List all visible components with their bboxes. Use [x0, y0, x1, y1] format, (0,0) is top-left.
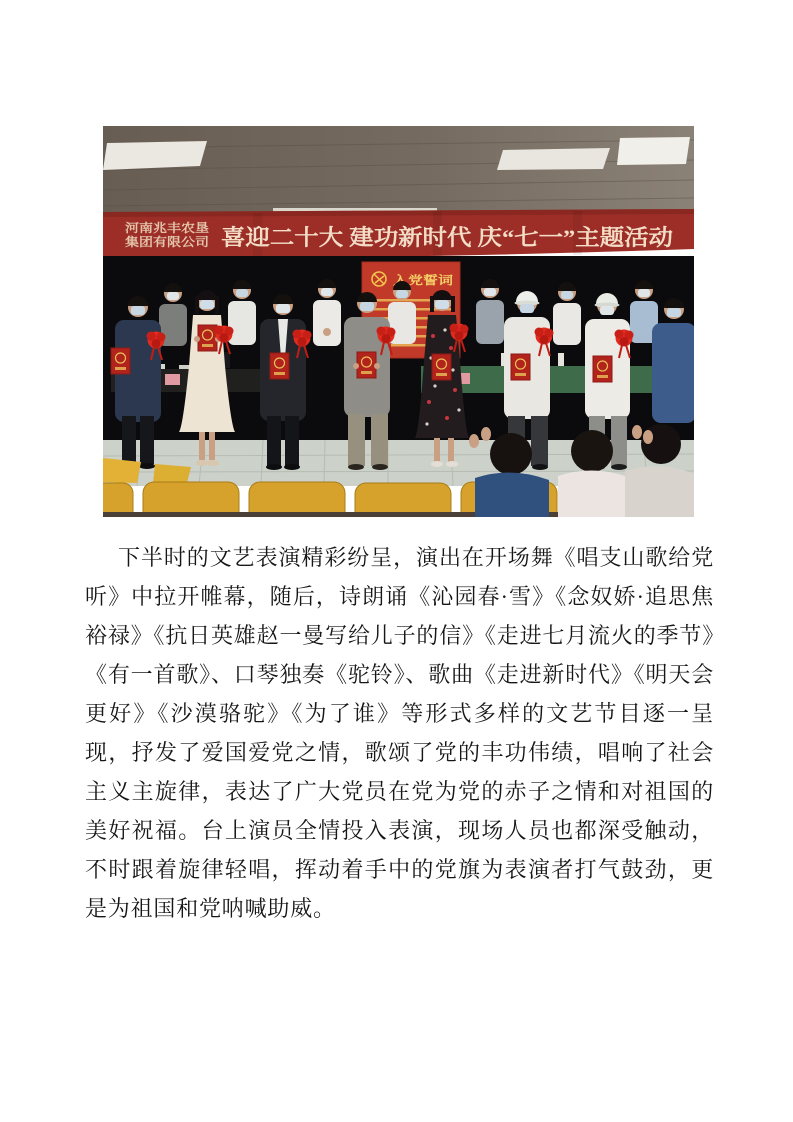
ceiling-light-icon	[617, 137, 690, 165]
event-photo	[103, 126, 694, 517]
face-mask-icon	[667, 308, 681, 317]
certificate	[593, 356, 612, 382]
oath-poster-title: 入党誓词	[393, 275, 439, 287]
clapping-hands-icon	[469, 434, 479, 448]
face-mask-icon	[435, 300, 449, 309]
clapping-hands-icon	[643, 430, 653, 444]
face-mask-icon	[276, 304, 290, 313]
face-mask-icon	[360, 302, 374, 311]
banner-org-name-line1: 河南兆丰农垦	[125, 221, 198, 235]
face-mask-icon	[520, 304, 534, 313]
ceiling	[103, 126, 694, 214]
face-mask-icon	[200, 300, 214, 309]
ceiling-light-icon	[103, 141, 207, 170]
banner-org-name-line2: 集团有限公司	[125, 235, 198, 249]
certificate	[198, 325, 217, 351]
ceiling-light-icon	[497, 148, 610, 170]
face-mask-icon	[600, 306, 614, 315]
clapping-hands-icon	[481, 427, 491, 441]
certificate	[270, 353, 289, 379]
face-mask-icon	[131, 306, 145, 315]
event-banner	[103, 209, 694, 259]
name-tent-card	[165, 374, 180, 385]
certificate	[357, 352, 376, 378]
banner-headline: 喜迎二十大 建功新时代 庆“七一”主题活动	[221, 225, 673, 250]
article-paragraph: 下半时的文艺表演精彩纷呈，演出在开场舞《唱支山歌给党听》中拉开帷幕，随后，诗朗诵《沁园春·雪》《念奴娇·追思焦裕禄》《抗日英雄赵一曼写给儿子的信》《走进七月流火的季节》《有一首歌》、口琴独奏《驼铃》、歌曲《走进新时代》《明天会更好》《沙漠骆驼》《为了谁》等形式多样的文艺节目逐一呈现，抒发了爱国爱党之情，歌颂了党的丰功伟绩，唱响了社会主义主旋律，表达了广大党员在党为党的赤子之情和对祖国的美好祝福。台上演员全情投入表演，现场人员也都深受触动，不时跟着旋律轻唱，挥动着手中的党旗为表演者打气鼓劲，更是为祖国和党呐喊助威。	[85, 545, 714, 921]
certificate	[511, 354, 530, 380]
certificate	[111, 348, 130, 374]
certificate	[432, 354, 451, 380]
clapping-hands-icon	[632, 425, 642, 439]
water-bottle-icon	[558, 353, 564, 366]
